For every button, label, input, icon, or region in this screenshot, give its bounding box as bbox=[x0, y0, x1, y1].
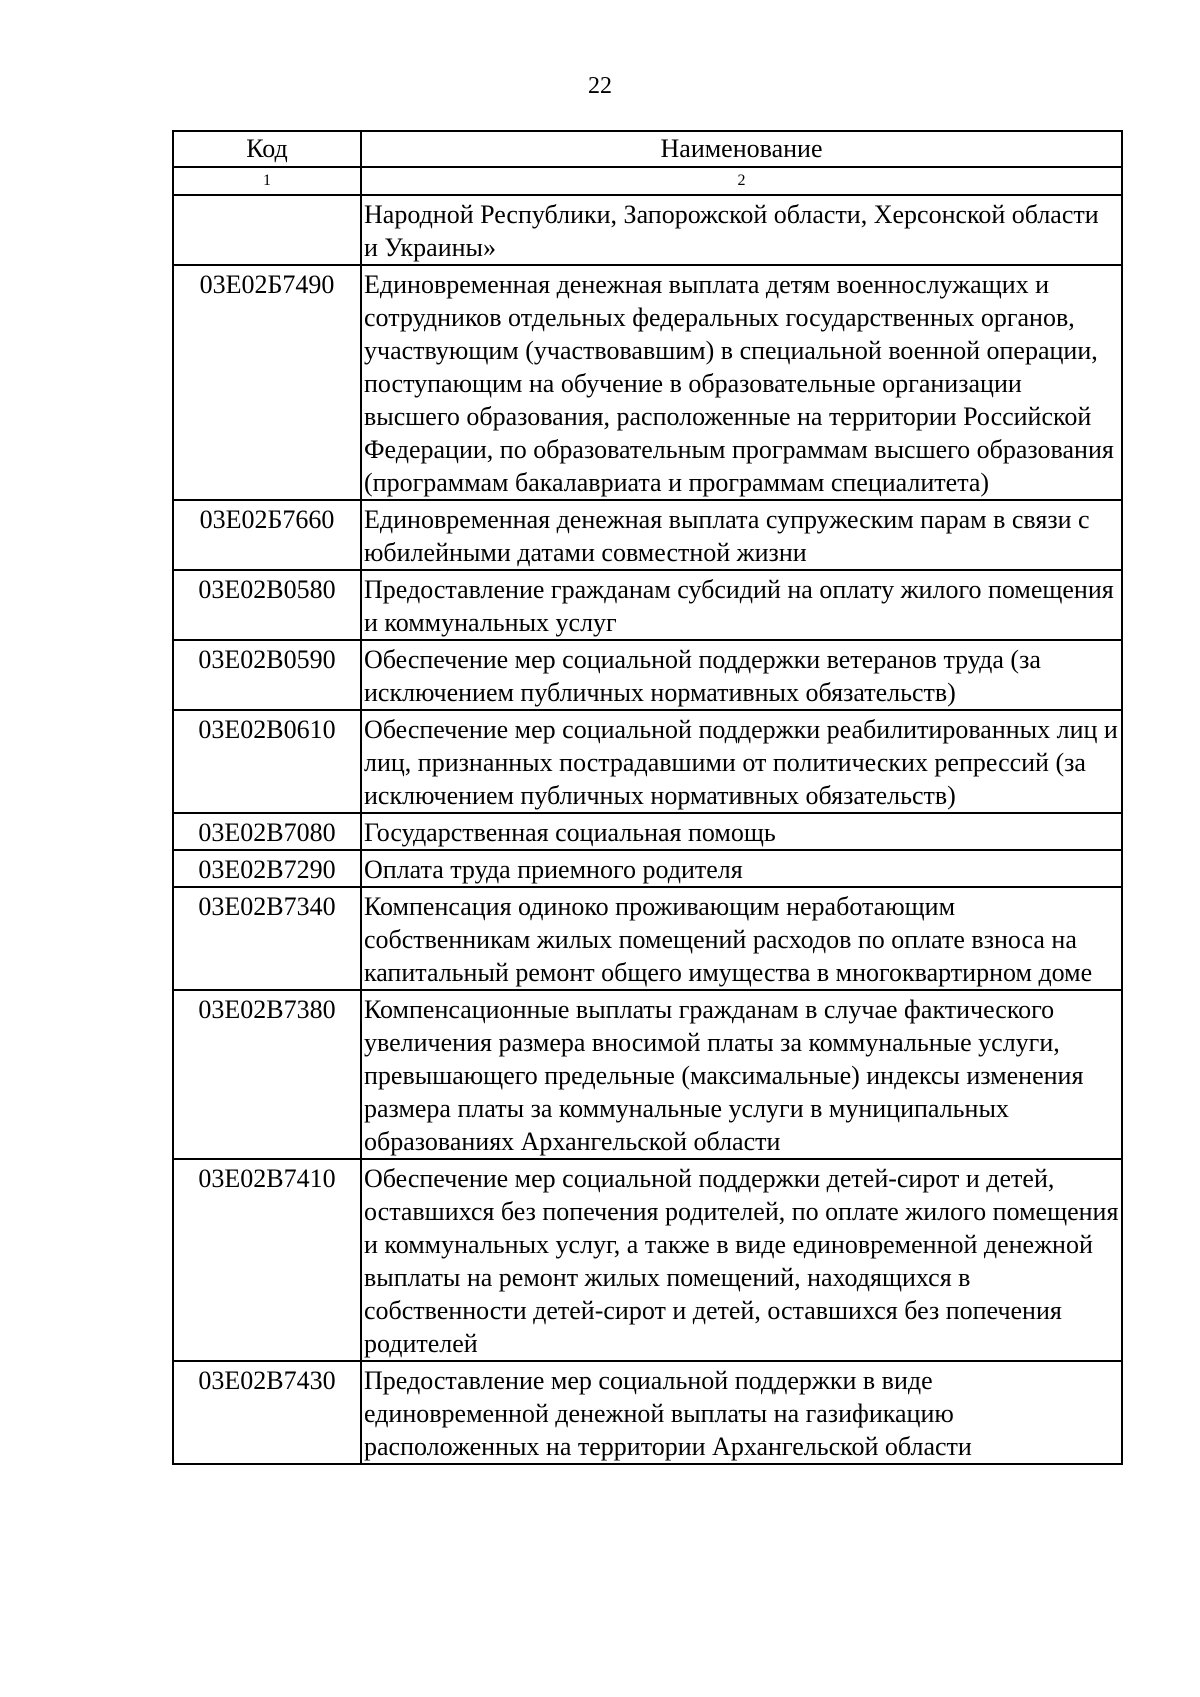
column-number-code: 1 bbox=[173, 167, 361, 195]
row-name: Предоставление гражданам субсидий на оплату жилого помещения и коммунальных услуг bbox=[361, 570, 1122, 640]
budget-codes-table bbox=[172, 130, 1123, 1465]
table-header-row bbox=[173, 131, 1122, 167]
table-row bbox=[173, 500, 1122, 570]
header-code: Код bbox=[173, 131, 361, 167]
row-code: 03Е02В7290 bbox=[173, 850, 361, 887]
row-name: Обеспечение мер социальной поддержки детей-сирот и детей, оставшихся без попечения родителей, по оплате жилого помещения и коммунальных услуг, а также в виде единовременной денежной выплаты на ремонт жилых помещений, находящихся в собственности детей-сирот и детей, оставшихся без попечения родителей bbox=[361, 1159, 1122, 1361]
row-name: Государственная социальная помощь bbox=[361, 813, 1122, 850]
row-name: Обеспечение мер социальной поддержки ветеранов труда (за исключением публичных нормативных обязательств) bbox=[361, 640, 1122, 710]
table-row bbox=[173, 990, 1122, 1159]
row-name: Обеспечение мер социальной поддержки реабилитированных лиц и лиц, признанных пострадавшими от политических репрессий (за исключением публичных нормативных обязательств) bbox=[361, 710, 1122, 813]
table-row bbox=[173, 813, 1122, 850]
table-row bbox=[173, 265, 1122, 500]
row-code: 03Е02В0610 bbox=[173, 710, 361, 813]
row-code: 03Е02В7430 bbox=[173, 1361, 361, 1464]
table-row bbox=[173, 195, 1122, 265]
row-name: Единовременная денежная выплата детям военнослужащих и сотрудников отдельных федеральных государственных органов, участвующим (участвовавшим) в специальной военной операции, поступающим на обучение в образовательные организации высшего образования, расположенные на территории Российской Федерации, по образовательным программам высшего образования (программам бакалавриата и программам специалитета) bbox=[361, 265, 1122, 500]
table-row bbox=[173, 710, 1122, 813]
row-code: 03Е02В7380 bbox=[173, 990, 361, 1159]
row-name: Компенсационные выплаты гражданам в случае фактического увеличения размера вносимой платы за коммунальные услуги, превышающего предельные (максимальные) индексы изменения размера платы за коммунальные услуги в муниципальных образованиях Архангельской области bbox=[361, 990, 1122, 1159]
row-name: Предоставление мер социальной поддержки в виде единовременной денежной выплаты на газификацию расположенных на территории Архангельской области bbox=[361, 1361, 1122, 1464]
row-code: 03Е02В0590 bbox=[173, 640, 361, 710]
page-number: 22 bbox=[588, 73, 612, 99]
row-code: 03Е02В0580 bbox=[173, 570, 361, 640]
column-number-name: 2 bbox=[361, 167, 1122, 195]
row-name: Единовременная денежная выплата супружеским парам в связи с юбилейными датами совместной жизни bbox=[361, 500, 1122, 570]
header-name: Наименование bbox=[361, 131, 1122, 167]
table-row bbox=[173, 850, 1122, 887]
table-row bbox=[173, 1159, 1122, 1361]
row-code: 03Е02Б7490 bbox=[173, 265, 361, 500]
row-code bbox=[173, 195, 361, 265]
row-code: 03Е02В7080 bbox=[173, 813, 361, 850]
table-row bbox=[173, 570, 1122, 640]
table-row bbox=[173, 640, 1122, 710]
row-name: Оплата труда приемного родителя bbox=[361, 850, 1122, 887]
column-number-row bbox=[173, 167, 1122, 195]
table-row bbox=[173, 1361, 1122, 1464]
row-code: 03Е02Б7660 bbox=[173, 500, 361, 570]
row-code: 03Е02В7340 bbox=[173, 887, 361, 990]
row-name: Народной Республики, Запорожской области, Херсонской области и Украины» bbox=[361, 195, 1122, 265]
row-code: 03Е02В7410 bbox=[173, 1159, 361, 1361]
table-row bbox=[173, 887, 1122, 990]
row-name: Компенсация одиноко проживающим неработающим собственникам жилых помещений расходов по оплате взноса на капитальный ремонт общего имущества в многоквартирном доме bbox=[361, 887, 1122, 990]
